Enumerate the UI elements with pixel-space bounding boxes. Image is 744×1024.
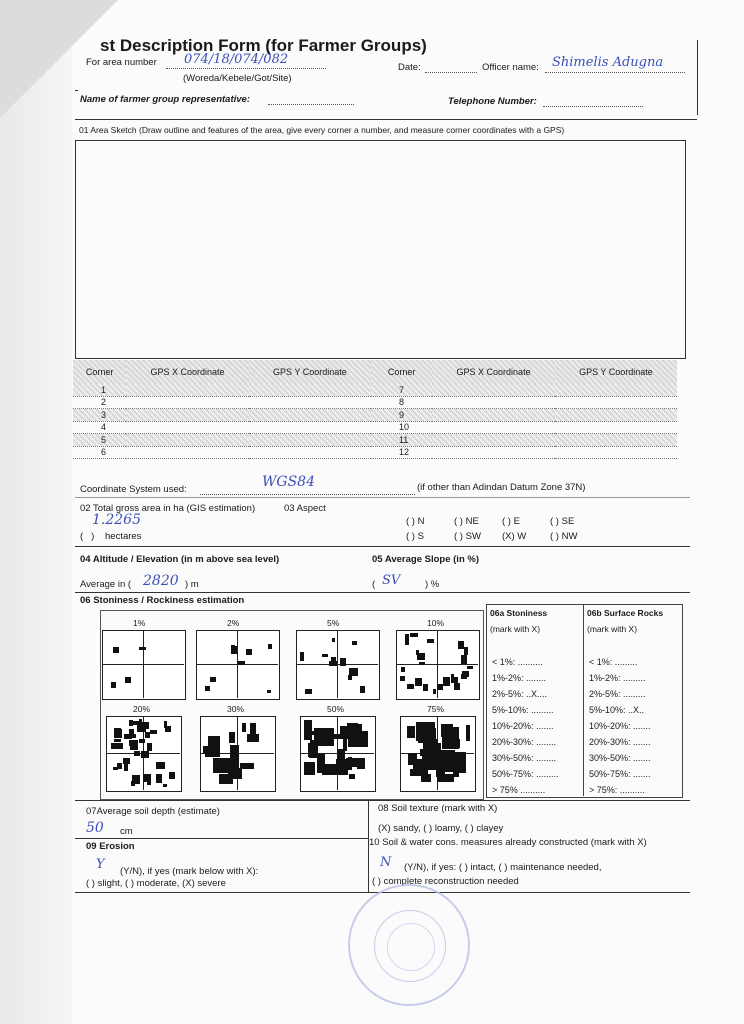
gps-x-cell[interactable] bbox=[432, 421, 555, 434]
surface-rocks-option[interactable]: 30%-50%: ....... bbox=[589, 753, 651, 763]
corner-number: 2 bbox=[73, 396, 126, 409]
gps-x-cell[interactable] bbox=[432, 396, 555, 409]
aspect-option-s[interactable]: ( ) S bbox=[406, 531, 424, 542]
aspect-option-se[interactable]: ( ) SE bbox=[550, 516, 575, 527]
rule bbox=[75, 838, 368, 839]
stoniness-level-label: 1% bbox=[133, 618, 146, 628]
rule bbox=[75, 800, 690, 801]
stoniness-option[interactable]: > 75% .......... bbox=[492, 785, 546, 795]
aspect-option-e[interactable]: ( ) E bbox=[502, 516, 520, 527]
surface-rocks-option[interactable]: 5%-10%: ..X.. bbox=[589, 705, 645, 715]
gps-y-cell[interactable] bbox=[249, 409, 371, 422]
surface-rocks-option[interactable]: 2%-5%: ......... bbox=[589, 689, 646, 699]
gps-x-cell[interactable] bbox=[126, 434, 249, 447]
corner-number: 5 bbox=[73, 434, 126, 447]
aspect-option-n[interactable]: ( ) N bbox=[406, 516, 425, 527]
stamp-ring bbox=[374, 910, 446, 982]
soil-depth-value: 50 bbox=[86, 820, 104, 836]
rule bbox=[75, 90, 78, 91]
telephone-field[interactable] bbox=[543, 97, 643, 107]
stoniness-heading: 06 Stoniness / Rockiness estimation bbox=[80, 595, 245, 606]
gps-x-cell[interactable] bbox=[126, 384, 249, 396]
aspect-label: 03 Aspect bbox=[284, 503, 326, 514]
stoniness-level-label: 20% bbox=[133, 704, 151, 714]
col-header-corner-2: Corner bbox=[371, 360, 432, 384]
corner-number: 4 bbox=[73, 421, 126, 434]
coordinate-system-label: Coordinate System used: bbox=[80, 484, 187, 495]
table-row bbox=[73, 434, 677, 447]
area-number-label: For area number bbox=[86, 57, 157, 68]
erosion-text: (Y/N), if yes (mark below with X): bbox=[120, 866, 259, 877]
soil-texture-options[interactable]: (X) sandy, ( ) loamy, ( ) clayey bbox=[378, 823, 504, 834]
stamp-center bbox=[387, 923, 435, 971]
gps-x-cell[interactable] bbox=[126, 421, 249, 434]
stoniness-diagram-frame bbox=[100, 610, 484, 800]
corner-number: 9 bbox=[371, 409, 432, 422]
altitude-label: 04 Altitude / Elevation (in m above sea level) bbox=[80, 554, 280, 565]
erosion-options[interactable]: ( ) slight, ( ) moderate, (X) severe bbox=[86, 878, 226, 889]
hectares-label: hectares bbox=[105, 531, 142, 542]
stoniness-option[interactable]: 10%-20%: ....... bbox=[492, 721, 554, 731]
corner-number: 3 bbox=[73, 409, 126, 422]
stoniness-col-subtitle: (mark with X) bbox=[490, 624, 541, 634]
table-row bbox=[73, 409, 677, 422]
table-row bbox=[73, 446, 677, 459]
stoniness-option[interactable]: 30%-50%: ........ bbox=[492, 753, 557, 763]
erosion-label: 09 Erosion bbox=[86, 841, 135, 852]
gps-x-cell[interactable] bbox=[126, 409, 249, 422]
surface-rocks-col-title: 06b Surface Rocks bbox=[587, 608, 664, 618]
stoniness-level-label: 10% bbox=[427, 618, 445, 628]
officer-value: Shimelis Adugna bbox=[552, 55, 664, 70]
header-right-border bbox=[697, 40, 698, 115]
surface-rocks-option[interactable]: 1%-2%: ......... bbox=[589, 673, 646, 683]
area-number-subtitle: (Woreda/Kebele/Got/Site) bbox=[183, 73, 292, 84]
conservation-text: (Y/N), if yes: ( ) intact, ( ) maintenance needed, bbox=[404, 862, 602, 873]
surface-rocks-option[interactable]: 10%-20%: ....... bbox=[589, 721, 651, 731]
gps-y-cell[interactable] bbox=[249, 446, 371, 459]
corner-number: 12 bbox=[371, 446, 432, 459]
altitude-unit: ) m bbox=[185, 579, 199, 590]
aspect-option-nw[interactable]: ( ) NW bbox=[550, 531, 578, 542]
coordinate-system-note: (if other than Adindan Datum Zone 37N) bbox=[417, 482, 586, 493]
gps-y-cell[interactable] bbox=[249, 434, 371, 447]
slope-value: SV bbox=[382, 573, 401, 588]
corner-number: 11 bbox=[371, 434, 432, 447]
surface-rocks-option[interactable]: 50%-75%: ....... bbox=[589, 769, 651, 779]
gps-x-cell[interactable] bbox=[126, 446, 249, 459]
list-divider bbox=[583, 604, 584, 796]
table-row bbox=[73, 384, 677, 396]
corner-number: 7 bbox=[371, 384, 432, 396]
area-number-value: 074/18/074/082 bbox=[184, 52, 289, 67]
slope-label: 05 Average Slope (in %) bbox=[372, 554, 479, 565]
col-header-gps-x-2: GPS X Coordinate bbox=[432, 360, 555, 384]
surface-rocks-col-subtitle: (mark with X) bbox=[587, 624, 638, 634]
erosion-value: Y bbox=[96, 857, 105, 872]
gross-area-label: 02 Total gross area in ha (GIS estimation) bbox=[80, 503, 256, 514]
rule bbox=[75, 497, 690, 498]
gps-y-cell[interactable] bbox=[555, 396, 677, 409]
altitude-avg-label: Average in ( bbox=[80, 579, 132, 590]
table-row bbox=[73, 396, 677, 409]
stoniness-option[interactable]: 20%-30%: ........ bbox=[492, 737, 557, 747]
gps-y-cell[interactable] bbox=[555, 384, 677, 396]
soil-texture-label: 08 Soil texture (mark with X) bbox=[378, 803, 498, 814]
gps-y-cell[interactable] bbox=[249, 396, 371, 409]
surface-rocks-option[interactable]: > 75%: .......... bbox=[589, 785, 645, 795]
officer-label: Officer name: bbox=[482, 62, 539, 73]
gps-x-cell[interactable] bbox=[432, 409, 555, 422]
official-stamp bbox=[348, 884, 470, 1006]
col-header-corner: Corner bbox=[73, 360, 126, 384]
gps-coordinate-table bbox=[73, 360, 677, 459]
gps-y-cell[interactable] bbox=[555, 434, 677, 447]
gps-x-cell[interactable] bbox=[126, 396, 249, 409]
form-title: st Description Form (for Farmer Groups) bbox=[100, 36, 427, 55]
altitude-value: 2820 bbox=[143, 573, 179, 589]
soil-depth-label: 07Average soil depth (estimate) bbox=[86, 806, 220, 817]
corner-number: 10 bbox=[371, 421, 432, 434]
slope-unit: ) % bbox=[425, 579, 440, 590]
stoniness-level-label: 2% bbox=[227, 618, 240, 628]
gps-y-cell[interactable] bbox=[555, 421, 677, 434]
stoniness-option[interactable]: 50%-75%: ......... bbox=[492, 769, 559, 779]
surface-rocks-option[interactable]: < 1%: ......... bbox=[589, 657, 638, 667]
col-header-gps-y-2: GPS Y Coordinate bbox=[555, 360, 677, 384]
coordinate-system-value: WGS84 bbox=[262, 474, 315, 490]
representative-field[interactable] bbox=[268, 95, 354, 105]
stoniness-level-label: 50% bbox=[327, 704, 345, 714]
aspect-option-ne[interactable]: ( ) NE bbox=[454, 516, 479, 527]
col-header-gps-y: GPS Y Coordinate bbox=[249, 360, 371, 384]
soil-depth-unit: cm bbox=[120, 826, 133, 837]
stoniness-option[interactable]: 2%-5%: ..X.... bbox=[492, 689, 548, 699]
gps-x-cell[interactable] bbox=[432, 434, 555, 447]
gps-y-cell[interactable] bbox=[249, 384, 371, 396]
gps-x-cell[interactable] bbox=[432, 446, 555, 459]
stoniness-option[interactable]: < 1%: .......... bbox=[492, 657, 543, 667]
rule bbox=[75, 546, 690, 547]
table-row bbox=[73, 421, 677, 434]
corner-number: 6 bbox=[73, 446, 126, 459]
col-header-gps-x: GPS X Coordinate bbox=[126, 360, 249, 384]
area-sketch-box[interactable] bbox=[75, 140, 686, 359]
gps-y-cell[interactable] bbox=[555, 409, 677, 422]
date-field[interactable] bbox=[425, 63, 477, 73]
date-label: Date: bbox=[398, 62, 421, 73]
stoniness-col-title: 06a Stoniness bbox=[490, 608, 548, 618]
aspect-option-w[interactable]: (X) W bbox=[502, 531, 527, 542]
area-sketch-heading: 01 Area Sketch (Draw outline and features of the area, give every corner a number, and measure corner coordinates with a GPS) bbox=[79, 125, 565, 135]
gps-y-cell[interactable] bbox=[555, 446, 677, 459]
gps-y-cell[interactable] bbox=[249, 421, 371, 434]
hectares-checkbox[interactable]: ( ) bbox=[80, 531, 95, 542]
representative-label: Name of farmer group representative: bbox=[80, 94, 250, 105]
gps-x-cell[interactable] bbox=[432, 384, 555, 396]
header-divider bbox=[75, 119, 697, 120]
scan-edge-shadow bbox=[0, 0, 74, 1024]
corner-number: 1 bbox=[73, 384, 126, 396]
aspect-option-sw[interactable]: ( ) SW bbox=[454, 531, 481, 542]
surface-rocks-option[interactable]: 20%-30%: ....... bbox=[589, 737, 651, 747]
gross-area-value: 1.2265 bbox=[92, 512, 141, 528]
stoniness-level-label: 75% bbox=[427, 704, 445, 714]
stoniness-option[interactable]: 5%-10%: ......... bbox=[492, 705, 554, 715]
conservation-label: 10 Soil & water cons. measures already constructed (mark with X) bbox=[369, 837, 647, 848]
telephone-label: Telephone Number: bbox=[448, 96, 537, 107]
slope-open-paren: ( bbox=[372, 579, 376, 590]
conservation-value: N bbox=[380, 855, 392, 870]
conservation-options[interactable]: ( ) complete reconstruction needed bbox=[372, 876, 519, 887]
corner-number: 8 bbox=[371, 396, 432, 409]
stoniness-option[interactable]: 1%-2%: ........ bbox=[492, 673, 547, 683]
stoniness-level-label: 30% bbox=[227, 704, 245, 714]
rule bbox=[75, 592, 690, 593]
stoniness-level-label: 5% bbox=[327, 618, 340, 628]
